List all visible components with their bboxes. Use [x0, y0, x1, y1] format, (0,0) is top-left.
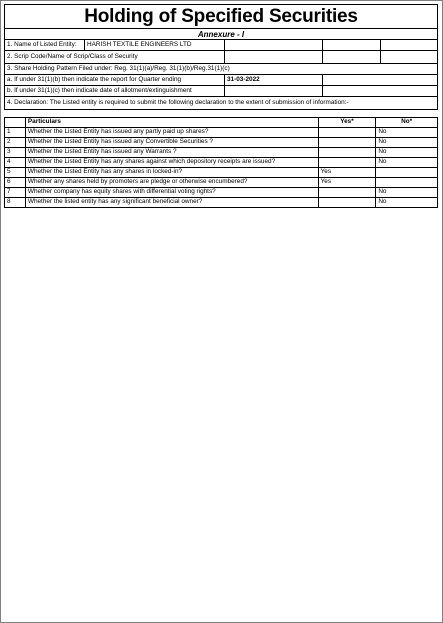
row-no — [376, 178, 438, 188]
pattern-label: 3. Share Holding Pattern Filed under: Reg. 31(1)(a)/Reg. 31(1)(b)/Reg.31(1)(c) — [7, 65, 230, 72]
row-particular: Whether the Listed Entity has any shares against which depository receipts are issued? — [25, 158, 318, 168]
table-row — [5, 138, 438, 148]
listed-entity-row — [4, 40, 438, 51]
allotment-row — [4, 86, 438, 97]
row-yes: Yes — [318, 168, 376, 178]
row-yes: Yes — [318, 178, 376, 188]
row-number: 2 — [5, 138, 26, 148]
table-row — [5, 128, 438, 138]
row-number: 6 — [5, 178, 26, 188]
table-row — [5, 158, 438, 168]
allotment-blank-1 — [225, 86, 323, 96]
table-row — [5, 168, 438, 178]
header-number — [5, 118, 26, 128]
row-yes — [318, 148, 376, 158]
row-no: No — [376, 158, 438, 168]
table-row — [5, 198, 438, 208]
row-no: No — [376, 138, 438, 148]
row-no: No — [376, 198, 438, 208]
row-particular: Whether the Listed Entity has issued any Convertible Securities ? — [25, 138, 318, 148]
quarter-blank — [323, 75, 437, 85]
declaration-row — [4, 97, 438, 110]
row-yes — [318, 128, 376, 138]
scrip-code-blank-1 — [225, 51, 323, 63]
row-particular: Whether the Listed Entity has issued any Warrants ? — [25, 148, 318, 158]
header-no: No* — [376, 118, 438, 128]
allotment-blank-2 — [323, 86, 437, 96]
declaration-table — [4, 117, 438, 208]
scrip-code-blank-2 — [323, 51, 381, 63]
row-number: 3 — [5, 148, 26, 158]
scrip-code-row — [4, 51, 438, 64]
header-yes: Yes* — [318, 118, 376, 128]
page-title: Holding of Specified Securities — [4, 4, 438, 28]
row-yes — [318, 158, 376, 168]
table-row — [5, 178, 438, 188]
row-particular: Whether any shares held by promoters are pledge or otherwise encumbered? — [25, 178, 318, 188]
row-yes — [318, 138, 376, 148]
row-yes — [318, 188, 376, 198]
listed-entity-value: HARISH TEXTILE ENGINEERS LTD — [85, 40, 225, 50]
quarter-row — [4, 75, 438, 86]
row-number: 8 — [5, 198, 26, 208]
scrip-code-label: 2. Scrip Code/Name of Scrip/Class of Security — [5, 51, 225, 63]
row-no: No — [376, 148, 438, 158]
listed-entity-label: 1. Name of Listed Entity: — [5, 40, 85, 50]
table-row — [5, 188, 438, 198]
row-no: No — [376, 128, 438, 138]
header-particulars: Particulars — [25, 118, 318, 128]
row-particular: Whether company has equity shares with differential voting rights? — [25, 188, 318, 198]
row-no: No — [376, 188, 438, 198]
row-particular: Whether the Listed Entity has issued any partly paid up shares? — [25, 128, 318, 138]
row-number: 4 — [5, 158, 26, 168]
table-row — [5, 148, 438, 158]
listed-entity-blank-2 — [323, 40, 381, 50]
row-particular: Whether the Listed Entity has any shares in locked-in? — [25, 168, 318, 178]
table-header-row — [5, 118, 438, 128]
listed-entity-blank-1 — [225, 40, 323, 50]
row-no — [376, 168, 438, 178]
annexure-label: Annexure - I — [4, 28, 438, 40]
row-particular: Whether the listed entity has any significant beneficial owner? — [25, 198, 318, 208]
allotment-label: b. If under 31(1)(c) then indicate date of allotment/extinguishment — [5, 86, 225, 96]
quarter-label: a. If under 31(1)(b) then indicate the report for Quarter ending — [5, 75, 225, 85]
row-number: 1 — [5, 128, 26, 138]
quarter-value: 31-03-2022 — [225, 75, 323, 85]
row-number: 5 — [5, 168, 26, 178]
declaration-label: 4. Declaration: The Listed entity is required to submit the following declaration to the extent of submission of information:- — [7, 99, 349, 106]
row-number: 7 — [5, 188, 26, 198]
pattern-row — [4, 64, 438, 75]
row-yes — [318, 198, 376, 208]
